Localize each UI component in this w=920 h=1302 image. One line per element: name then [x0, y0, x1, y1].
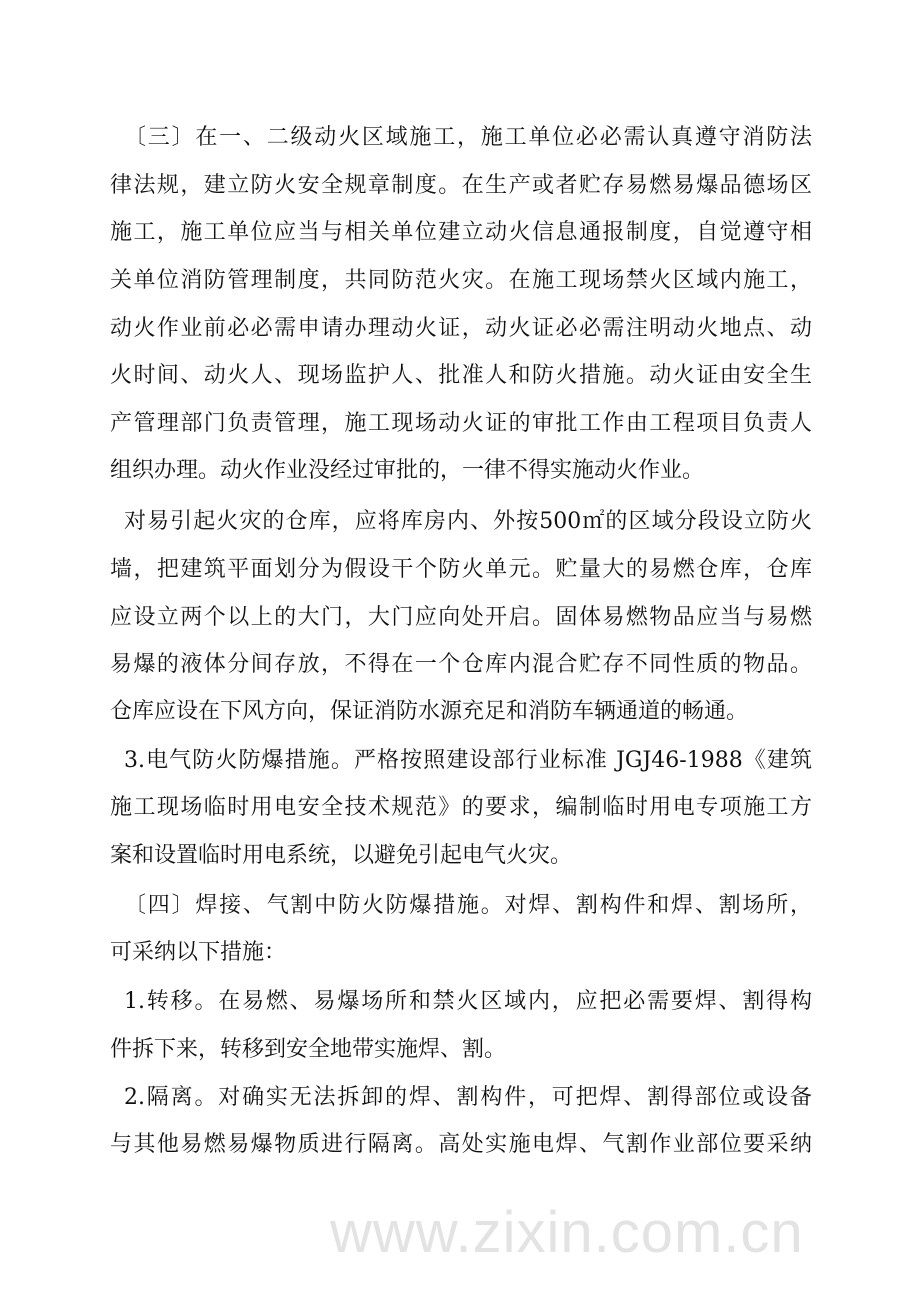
text-line: 墙，把建筑平面划分为假设干个防火单元。贮量大的易燃仓库，仓库 — [110, 557, 812, 582]
text-line: 产管理部门负责管理，施工现场动火证的审批工作由工程项目负责人 — [110, 411, 812, 436]
watermark: www.zixin.com.cn — [330, 1200, 804, 1265]
text-line: 〔四〕焊接、气割中防火防爆措施。对焊、割构件和焊、割场所， — [124, 893, 812, 918]
text-line: 应设立两个以上的大门，大门应向处开启。固体易燃物品应当与易燃 — [110, 605, 812, 630]
text-line: 易爆的液体分间存放，不得在一个仓库内混合贮存不同性质的物品。 — [110, 652, 812, 677]
text-line: 仓库应设在下风方向，保证消防水源充足和消防车辆通道的畅通。 — [110, 699, 749, 724]
text-line: 律法规，建立防火安全规章制度。在生产或者贮存易燃易爆品德场区 — [110, 173, 812, 198]
text-line: 火时间、动火人、现场监护人、批准人和防火措施。动火证由安全生 — [110, 363, 812, 388]
text-line: 动火作业前必必需申请办理动火证，动火证必必需注明动火地点、动 — [110, 316, 812, 341]
text-line: 可采纳以下措施： — [110, 940, 287, 965]
text-line: 件拆下来，转移到安全地带实施焊、割。 — [110, 1037, 507, 1062]
text-line: 1.转移。在易燃、易爆场所和禁火区域内，应把必需要焊、割得构 — [124, 989, 812, 1014]
text-line: 2.隔离。对确实无法拆卸的焊、割构件，可把焊、割得部位或设备 — [124, 1085, 812, 1110]
text-line: 对易引起火灾的仓库，应将库房内、外按500㎡的区域分段设立防火 — [124, 509, 812, 534]
text-line: 案和设置临时用电系统，以避免引起电气火灾。 — [110, 843, 573, 868]
text-line: 与其他易燃易爆物质进行隔离。高处实施电焊、气割作业部位要采纳 — [110, 1132, 812, 1157]
text-line: 施工，施工单位应当与相关单位建立动火信息通报制度，自觉遵守相 — [110, 220, 812, 245]
text-line: 〔三〕在一、二级动火区域施工，施工单位必必需认真遵守消防法 — [124, 125, 812, 150]
text-line: 3.电气防火防爆措施。严格按照建设部行业标准 JGJ46-1988《建筑 — [124, 748, 812, 773]
text-line: 组织办理。动火作业没经过审批的，一律不得实施动火作业。 — [110, 458, 705, 483]
text-line: 关单位消防管理制度，共同防范火灾。在施工现场禁火区域内施工， — [110, 268, 812, 293]
text-line: 施工现场临时用电安全技术规范》的要求，编制临时用电专项施工方 — [110, 795, 812, 820]
